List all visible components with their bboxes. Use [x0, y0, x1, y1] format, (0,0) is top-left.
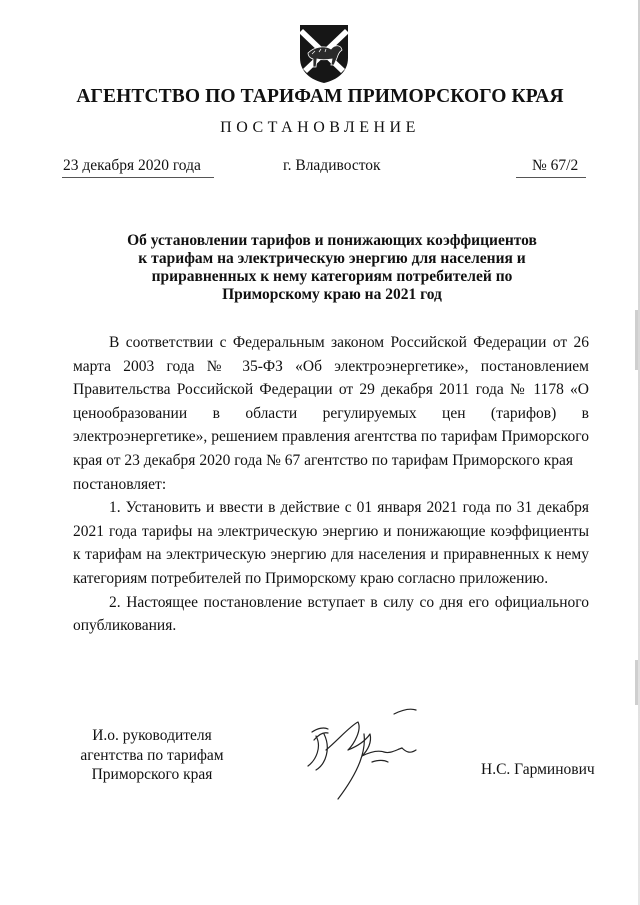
date-underline: [62, 177, 214, 178]
scan-edge-mark: [635, 310, 638, 370]
document-date: 23 декабря 2020 года: [63, 157, 201, 174]
decree-item: 2. Настоящее постановление вступает в силу со дня его официального опубликования.: [73, 593, 589, 635]
agency-name: АГЕНТСТВО ПО ТАРИФАМ ПРИМОРСКОГО КРАЯ: [76, 86, 564, 107]
subject-line: приравненных к нему категориям потребителей по: [151, 268, 513, 285]
decree-word: постановляет:: [73, 475, 167, 493]
number-underline: [516, 177, 586, 178]
subject-line: Об установлении тарифов и понижающих коэффициентов: [127, 232, 537, 249]
decree-item: 1. Установить и ввести в действие с 01 января 2021 года по 31 декабря 2021 года тарифы на электрическую энергию и понижающие коэффициенты к тарифам на электрическую энергию для населения и приравненных к нему категориям потребителей по Приморскому краю согласно приложению.: [73, 499, 589, 587]
document-type: ПОСТАНОВЛЕНИЕ: [220, 119, 420, 136]
subject-line: Приморскому краю на 2021 год: [222, 286, 442, 303]
scan-edge-mark: [635, 660, 638, 705]
document-city: г. Владивосток: [283, 157, 381, 174]
subject-line: к тарифам на электрическую энергию для населения и: [138, 250, 526, 267]
signer-title-line: И.о. руководителя: [92, 727, 212, 744]
preamble-paragraph: В соответствии с Федеральным законом Российской Федерации от 26 марта 2003 года № 35-ФЗ «Об электроэнергетике», постановлением Правительства Российской Федерации от 29 декабря 2011 года № 1178 «О ценообразовании в области регулируемых цен (тарифов) в электроэнергетике», решением правления агентства по тарифам Приморского края от 23 декабря 2020 года № 67 агентство по тарифам Приморского края: [73, 334, 589, 469]
document-subject: [112, 232, 552, 304]
coat-of-arms-emblem: [297, 22, 351, 84]
document-body: [73, 331, 589, 638]
signer-title-line: Приморского края: [91, 766, 213, 783]
signer-title: [72, 726, 232, 785]
document-number: № 67/2: [532, 157, 579, 174]
signer-title-line: агентства по тарифам: [80, 746, 224, 764]
handwritten-signature: [298, 704, 430, 814]
signer-name: Н.С. Гарминович: [481, 761, 595, 778]
